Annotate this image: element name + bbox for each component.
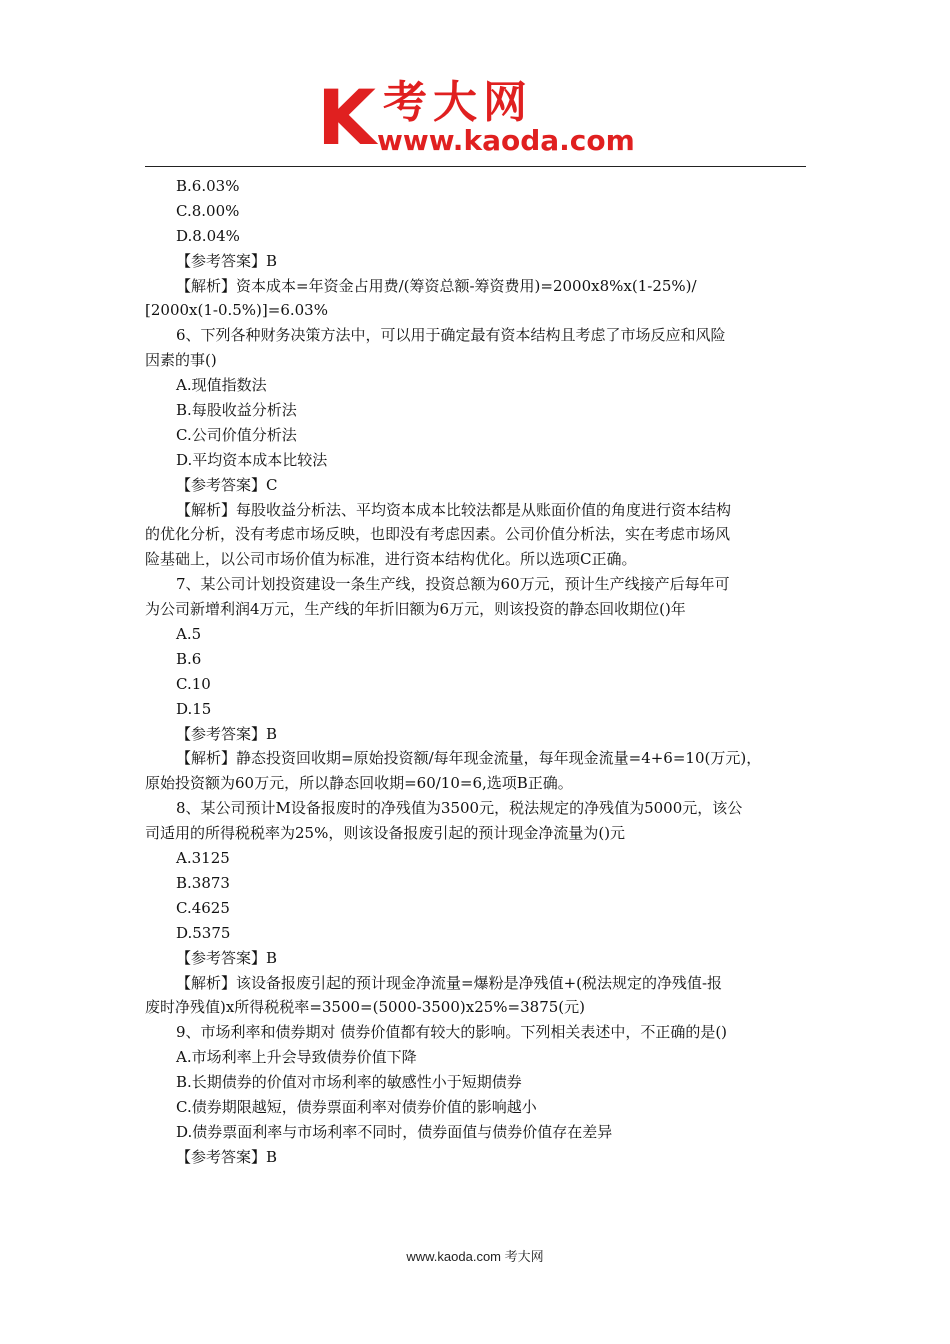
text-line: 的优化分析，没有考虑市场反映，也即没有考虑因素。公司价值分析法，实在考虑市场风 — [145, 525, 731, 544]
logo-k-mark: K — [317, 73, 374, 162]
text-line: 9、市场利率和债券期对 债券价值都有较大的影响。下列相关表述中，不正确的是() — [176, 1023, 728, 1042]
text-line: C.4625 — [176, 898, 230, 917]
text-line: A.市场利率上升会导致债券价值下降 — [176, 1048, 417, 1067]
text-line: C.债券期限越短，债券票面利率对债券价值的影响越小 — [176, 1097, 537, 1116]
page-header — [145, 73, 806, 167]
text-line: B.6.03% — [176, 177, 240, 195]
text-line: 废时净残值)x所得税税率=3500=(5000-3500)x25%=3875(元) — [145, 998, 585, 1017]
text-line: D.平均资本成本比较法 — [176, 450, 328, 469]
text-line: B.6 — [176, 649, 202, 668]
text-line: 【解析】该设备报废引起的预计现金净流量=爆粉是净残值+(税法规定的净残值-报 — [176, 973, 723, 992]
text-line: C.8.00% — [176, 201, 240, 220]
kaoda-logo — [317, 73, 637, 162]
text-line: 【解析】每股收益分析法、平均资本成本比较法都是从账面价值的角度进行资本结构 — [176, 500, 732, 519]
text-line: 【参考答案】B — [176, 1147, 278, 1166]
text-line: D.5375 — [176, 923, 231, 942]
text-line: D.15 — [176, 699, 212, 718]
text-line: 8、某公司预计M设备报废时的净残值为3500元，税法规定的净残值为5000元，该公 — [176, 799, 743, 818]
text-line: 险基础上，以公司市场价值为标准，进行资本结构优化。所以选项C正确。 — [145, 550, 637, 569]
text-line: C.公司价值分析法 — [176, 425, 297, 444]
text-line: B.3873 — [176, 873, 230, 892]
text-line: D.8.04% — [176, 226, 240, 245]
text-line: 司适用的所得税税率为25%，则该设备报废引起的预计现金净流量为()元 — [145, 824, 626, 843]
text-line: 因素的事() — [145, 351, 217, 370]
document-body — [145, 174, 807, 1170]
text-line: B.长期债券的价值对市场利率的敏感性小于短期债券 — [176, 1073, 522, 1092]
text-line: A.5 — [176, 625, 202, 644]
text-line: 为公司新增利润4万元，生产线的年折旧额为6万元，则该投资的静态回收期位()年 — [145, 600, 686, 619]
text-line: 【解析】资本成本=年资金占用费/(筹资总额-筹资费用)=2000x8%x(1-25%)/ — [176, 276, 697, 295]
text-line: 7、某公司计划投资建设一条生产线，投资总额为60万元，预计生产线接产后每年可 — [176, 575, 730, 594]
text-line: 【参考答案】B — [176, 948, 278, 967]
logo-chinese-name: 考大网 — [383, 77, 533, 128]
text-line: B.每股收益分析法 — [176, 401, 297, 420]
text-line: A.3125 — [176, 849, 230, 868]
text-line: 【参考答案】C — [176, 475, 278, 494]
text-line: C.10 — [176, 674, 211, 693]
text-line: 【参考答案】B — [176, 251, 278, 270]
page-footer: www.kaoda.com 考大网 — [406, 1249, 544, 1264]
text-line: A.现值指数法 — [176, 376, 267, 395]
text-line: 【解析】静态投资回收期=原始投资额/每年现金流量，每年现金流量=4+6=10(万元)， — [176, 749, 762, 768]
logo-url: www.kaoda.com — [377, 124, 635, 157]
text-line: [2000x(1-0.5%)]=6.03% — [145, 301, 328, 320]
text-line: 【参考答案】B — [176, 724, 278, 743]
text-line: D.债券票面利率与市场利率不同时，债券面值与债券价值存在差异 — [176, 1122, 613, 1141]
text-line: 6、下列各种财务决策方法中，可以用于确定最有资本结构且考虑了市场反应和风险 — [176, 326, 726, 345]
text-line: 原始投资额为60万元，所以静态回收期=60/10=6,选项B正确。 — [145, 774, 573, 793]
